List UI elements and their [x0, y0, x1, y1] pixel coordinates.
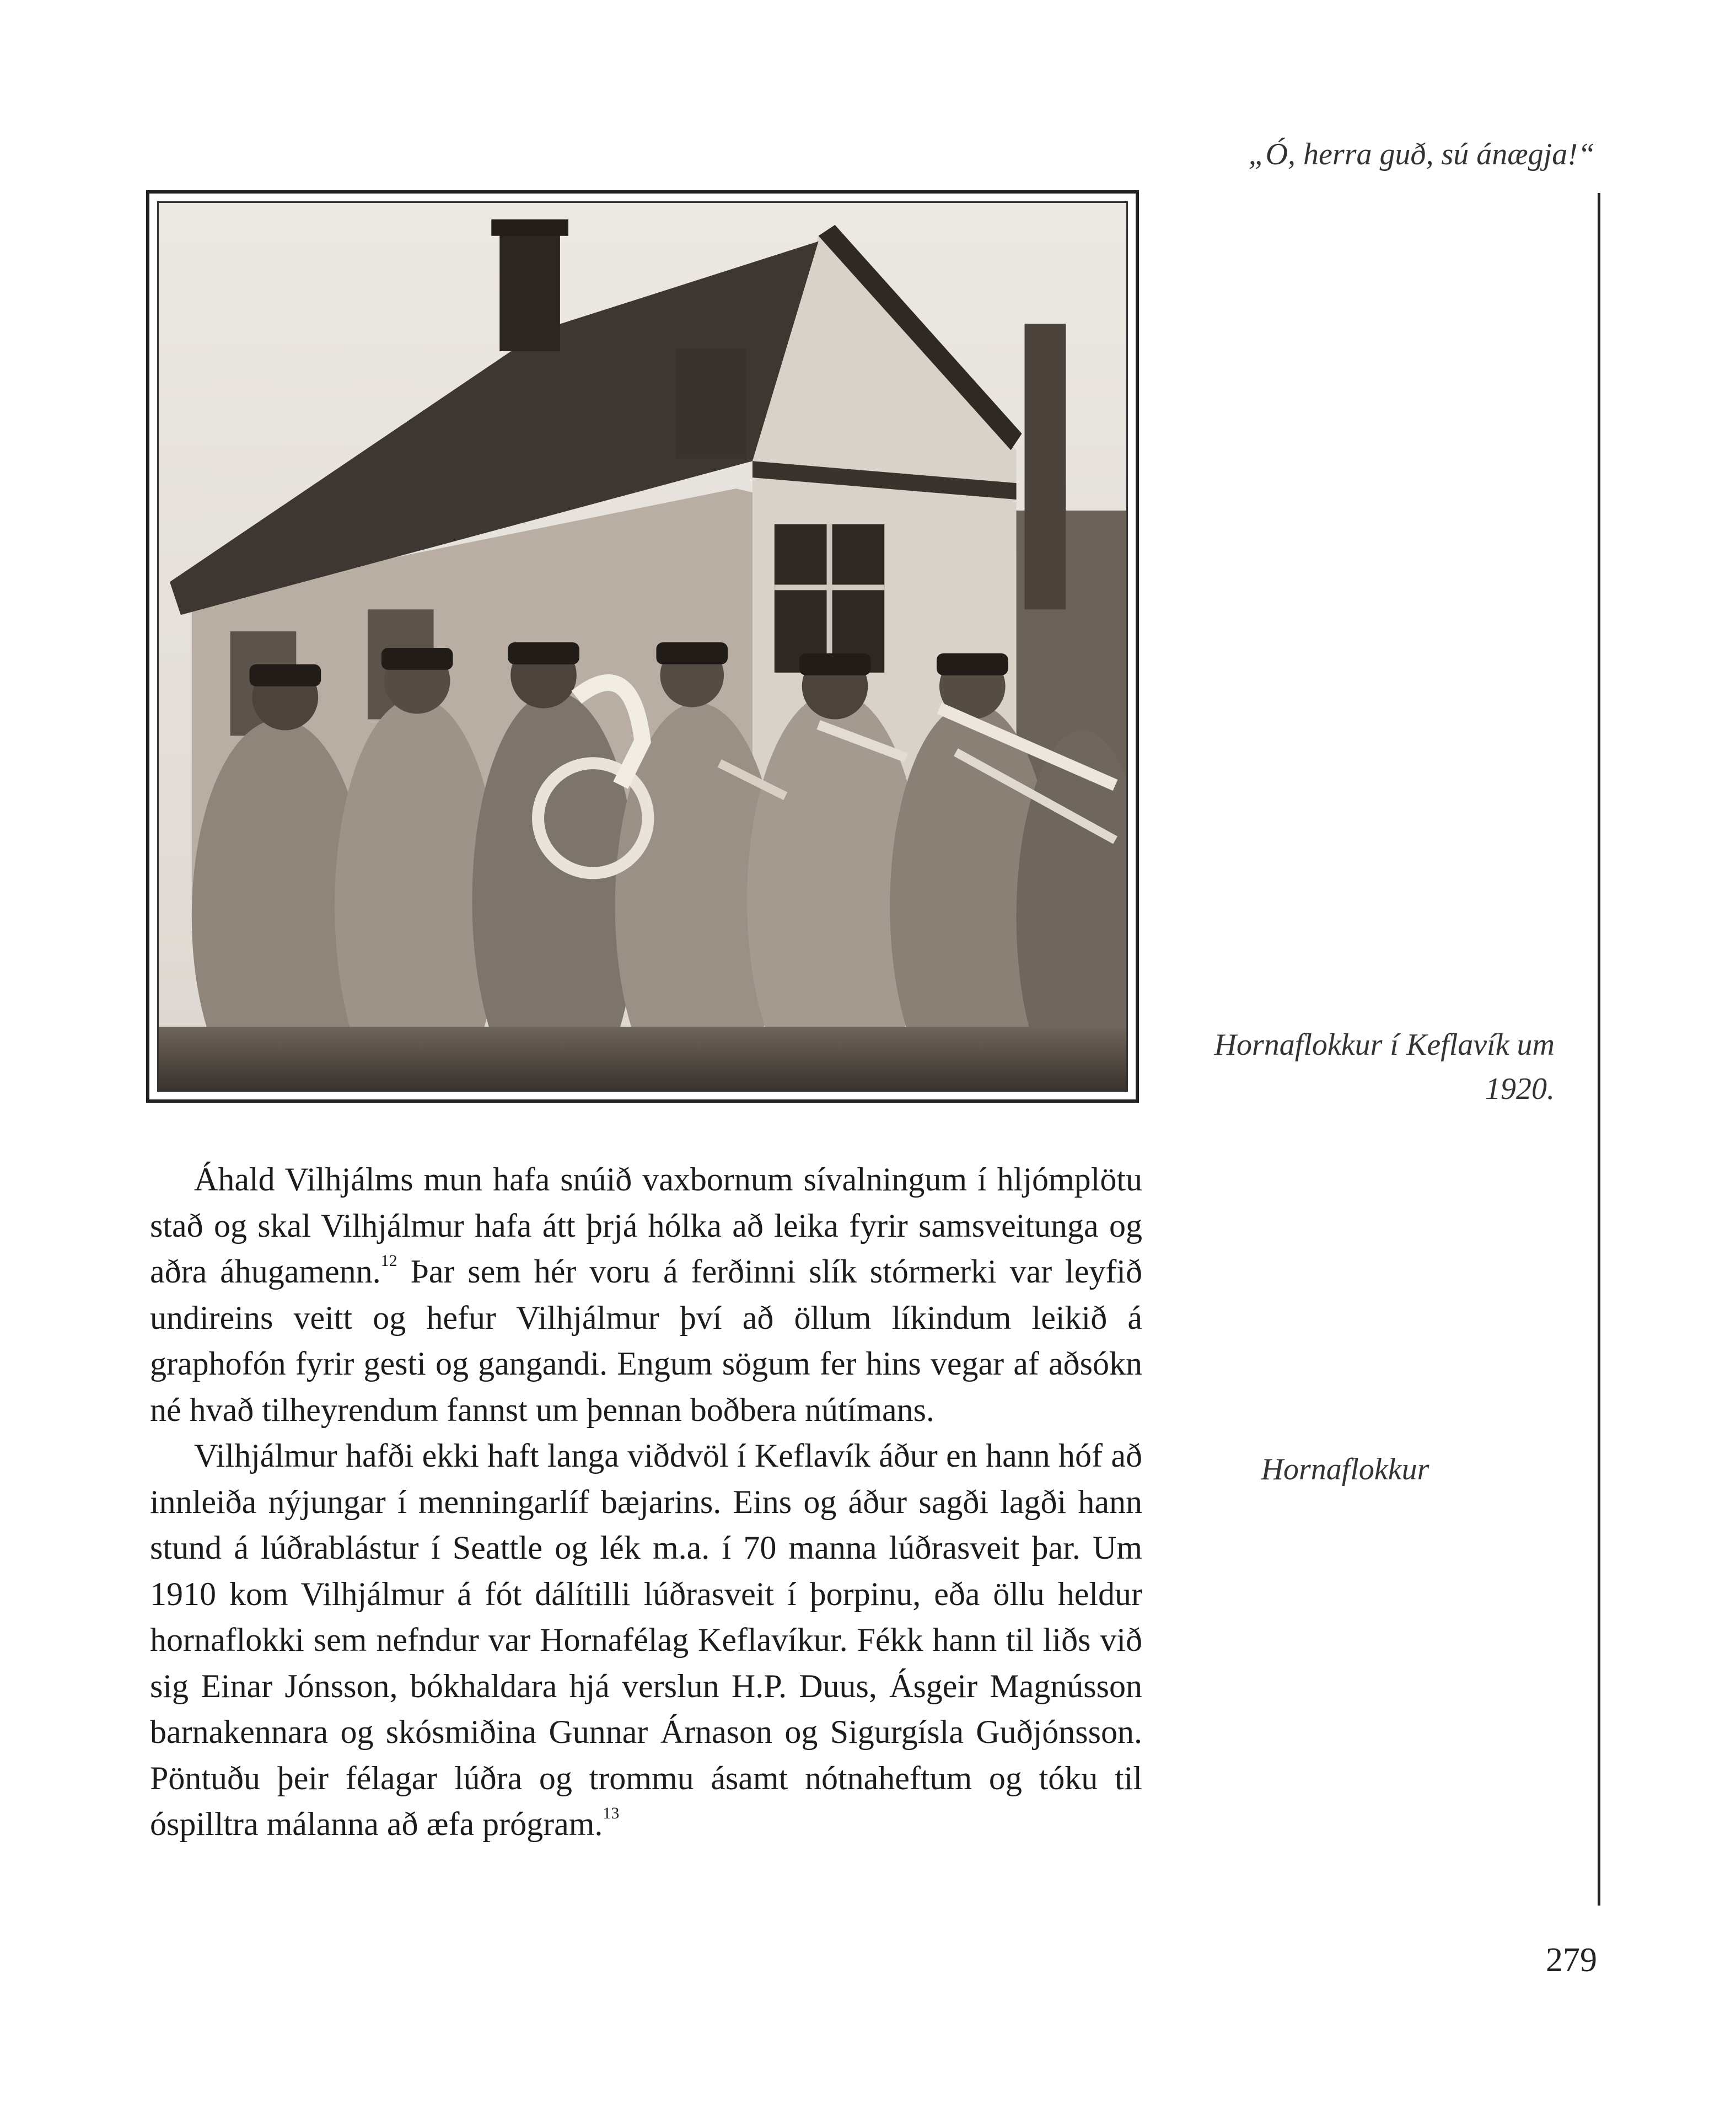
- right-chimney: [1025, 324, 1066, 609]
- roof-chimney: [499, 225, 560, 351]
- footnote-ref-12[interactable]: 12: [380, 1252, 397, 1270]
- margin-note: Hornaflokkur: [1261, 1452, 1429, 1487]
- margin-rule: [1598, 193, 1600, 1906]
- photo-frame: [146, 190, 1139, 1103]
- ground: [159, 1027, 1126, 1090]
- paragraph-2: Vilhjálmur hafði ekki haft langa viðdvöl í Keflavík áður en hann hóf að innleiða nýjungar í menningarlíf bæjarins. Eins og áður sagði lagði hann stund á lúðrablástur í Seattle og lék m.a. í 70 manna lúðrasveit þar. Um 1910 kom Vilhjálmur á fót dálítilli lúðrasveit í þorpinu, eða öllu heldur hornaflokki sem nefndur var Hornafélag Keflavíkur. Fékk hann til liðs við sig Einar Jónsson, bókhaldara hjá verslun H.P. Duus, Ásgeir Magnússon barnakennara og skósmiðina Gunnar Árnason og Sigurgísla Guðjónsson. Pöntuðu þeir félagar lúðra og trommu ásamt nótnaheftum og tóku til óspilltra málanna að æfa prógram.$^{13}$: [150, 1437, 1142, 1842]
- photo-caption: Hornaflokkur í Keflavík um 1920.: [1214, 1028, 1555, 1106]
- footnote-ref-13[interactable]: 13: [603, 1804, 620, 1822]
- running-head: „Ó, herra guð, sú ánægja!“: [1248, 137, 1595, 171]
- paragraph-1: Áhald Vilhjálms mun hafa snúið vaxbornum sívalningum í hljómplötu stað og skal Vilhjálmur hafa átt þrjá hólka að leika fyrir samsveitunga og aðra áhugamenn.$^{12}$ Þar sem hér voru á ferðinni slík stórmerki var leyfið undireins veitt og hefur Vilhjálmur því að öllum líkindum leikið á graphofón fyrir gesti og gangandi. Engum sögum fer hins vegar af aðsókn né hvað tilheyrendum fannst um þennan boðbera nútímans.: [150, 1161, 1142, 1428]
- brass-band-photo: [157, 201, 1128, 1092]
- photo-illustration: [159, 203, 1126, 1090]
- upper-window: [675, 348, 747, 458]
- body-text: [150, 1157, 1142, 1848]
- page-number: 279: [1546, 1941, 1597, 1979]
